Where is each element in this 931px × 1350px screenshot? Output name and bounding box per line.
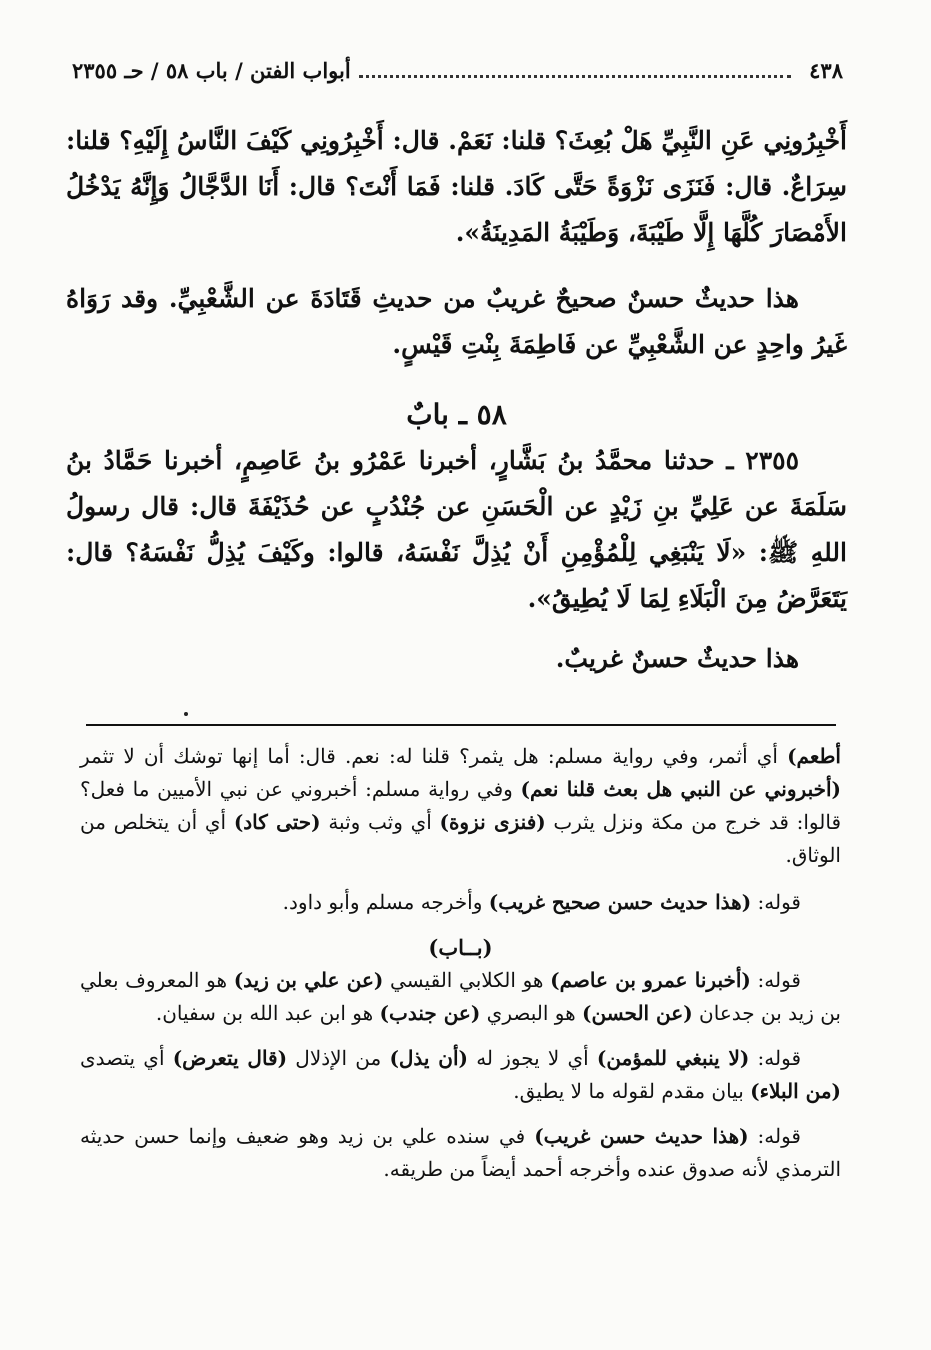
- note-text: هو ابن عبد الله بن سفيان.: [155, 1001, 380, 1025]
- commentary-chapter-heading: (بــاب): [428, 935, 493, 960]
- note-term: (أخبروني عن النبي هل بعث قلنا نعم): [520, 777, 841, 801]
- print-speck: [184, 712, 188, 716]
- commentary-note-1: [80, 740, 841, 872]
- note-term: (لا ينبغي للمؤمن): [596, 1046, 750, 1070]
- chapter-heading: ٥٨ ـ بابٌ: [406, 398, 507, 431]
- note-text: هو البصري: [480, 1001, 582, 1025]
- note-text: من الإذلال: [287, 1046, 390, 1070]
- note-term: (قال يتعرض): [172, 1046, 288, 1070]
- note-text: أي يتصدى: [80, 1046, 173, 1070]
- note-term: (حتى كاد): [233, 810, 321, 834]
- running-title: أبواب الفتن / باب ٥٨ / حـ ٢٣٥٥: [72, 58, 351, 83]
- note-text: هو الكلابي القيسي: [383, 968, 551, 992]
- note-term: (هذا حديث حسن صحيح غريب): [488, 890, 752, 914]
- header-dot-leader: [359, 74, 791, 78]
- hadith-text-continued: أَخْبِرُونِي عَنِ النَّبِيِّ هَلْ بُعِثَ؟ قلنا: نَعَمْ. قال: أَخْبِرُونِي كَيْفَ النَّاسُ إِلَيْهِ؟ قلنا: سِرَاعٌ. قال: فَنَزَى نَزْوَةً حَتَّى كَادَ. قلنا: فَمَا أَنْتَ؟ قال: أَنَا الدَّجَّالُ وَإِنَّهُ يَدْخُلُ الأَمْصَارَ كُلَّهَا إِلَّا طَيْبَةَ، وَطَيْبَةُ المَدِينَةُ».: [66, 126, 847, 247]
- hadith-text: ـ حدثنا محمَّدُ بنُ بَشَّارٍ، أخبرنا عَمْرُو بنُ عَاصِمٍ، أخبرنا حَمَّادُ بنُ سَلَمَةَ عن عَلِيِّ بنِ زَيْدٍ عن الْحَسَنِ عن جُنْدُبٍ عن حُذَيْفَةَ قال: قال رسولُ اللهِ ﷺ: «لَا يَنْبَغِي لِلْمُؤْمِنِ أَنْ يُذِلَّ نَفْسَهُ، قالوا: وكَيْفَ يُذِلُّ نَفْسَهُ؟ قال: يَتَعَرَّضُ مِنَ الْبَلَاءِ لِمَا لَا يُطِيقُ».: [66, 446, 847, 613]
- note-term: (عن الحسن): [582, 1001, 693, 1025]
- note-term: (فنزى نزوة): [439, 810, 546, 834]
- grading-paragraph: هذا حديثٌ حسنٌ صحيحٌ غريبٌ من حديثِ قَتَادَةَ عن الشَّعْبِيِّ. وقد رَوَاهُ غَيرُ واحِدٍ عن الشَّعْبِيِّ عن فَاطِمَةَ بِنْتِ قَيْسٍ.: [66, 284, 847, 359]
- page-header: [72, 58, 843, 90]
- note-text: وأخرجه مسلم وأبو داود.: [282, 890, 489, 914]
- note-text: في سنده علي بن زيد وهو ضعيف وإنما حسن حديثه الترمذي لأنه صدوق عنده وأخرجه أحمد أيضاً من طريقه.: [80, 1124, 841, 1181]
- grading-paragraph-2: هذا حديثٌ حسنٌ غريبٌ.: [555, 644, 799, 673]
- commentary-section: [80, 740, 841, 1186]
- note-text: قوله:: [751, 890, 801, 914]
- note-text: أي أن يتخلص من الوثاق.: [80, 810, 841, 867]
- note-term: (عن علي بن زيد): [233, 968, 384, 992]
- note-text: قوله:: [748, 1124, 801, 1148]
- note-text: أي أثمر، وفي رواية مسلم: هل يثمر؟ قلنا له: نعم. قال: أما إنها توشك أن لا تثمر: [80, 744, 788, 768]
- note-term: (من البلاء): [750, 1079, 841, 1103]
- note-text: هو المعروف بعلي بن زيد بن جدعان: [80, 968, 841, 1025]
- note-term: أطعم): [787, 744, 841, 768]
- note-text: قوله:: [749, 1046, 802, 1070]
- note-term: (عن جندب): [379, 1001, 481, 1025]
- hadith-number: ٢٣٥٥: [745, 446, 799, 475]
- main-text: [66, 118, 847, 682]
- commentary-note-4: [80, 1042, 841, 1108]
- note-term: (أن يذل): [389, 1046, 469, 1070]
- commentary-note-3: [80, 964, 841, 1030]
- hadith-paragraph: [66, 438, 847, 622]
- note-text: بيان مقدم لقوله ما لا يطيق.: [513, 1079, 751, 1103]
- commentary-note-5: [80, 1120, 841, 1186]
- note-term: (هذا حديث حسن غريب): [534, 1124, 749, 1148]
- footnote-divider: [86, 724, 836, 726]
- note-term: (أخبرنا عمرو بن عاصم): [550, 968, 751, 992]
- note-text: وفي رواية مسلم: أخبروني عن نبي الأميين ما فعل؟ قالوا: قد خرج من مكة ونزل يثرب: [80, 777, 842, 834]
- note-text: أي لا يجوز له: [468, 1046, 597, 1070]
- page-number: ٤٣٨: [809, 58, 843, 83]
- note-text: قوله:: [750, 968, 801, 992]
- note-text: أي وثب وثبة: [320, 810, 440, 834]
- commentary-note-2: [80, 886, 841, 919]
